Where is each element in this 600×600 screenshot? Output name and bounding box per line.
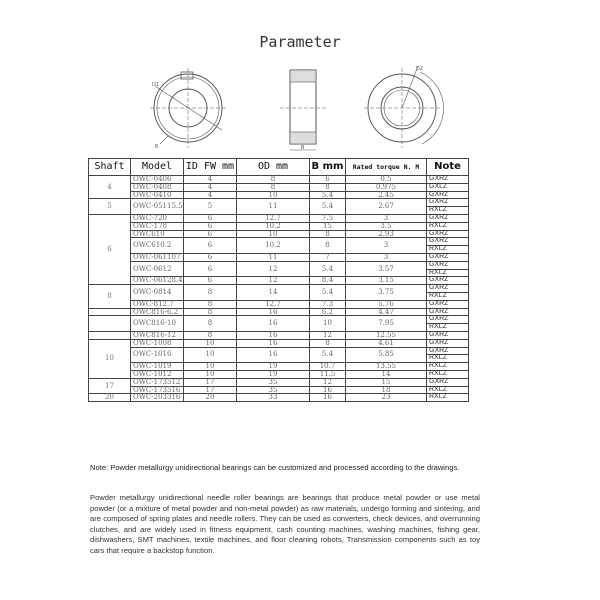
- header-od: OD mm: [237, 159, 310, 176]
- table-row: [89, 316, 469, 324]
- b-cell: 10.7: [310, 363, 346, 371]
- model-cell: OWC-178: [131, 222, 184, 230]
- b-cell: 12: [310, 378, 346, 386]
- note-cell: GXRZ: [427, 378, 469, 386]
- torque-cell: 2.45: [346, 191, 427, 199]
- od-cell: 35: [237, 378, 310, 386]
- shaft-cell: 10: [89, 339, 131, 378]
- table-row: [89, 183, 469, 191]
- table-row: [89, 238, 469, 246]
- od-cell: 10: [237, 230, 310, 238]
- note-cell: GXRZ: [427, 261, 469, 269]
- header-shaft: Shaft: [89, 159, 131, 176]
- note-cell: RXLZ: [427, 207, 469, 215]
- id-fw-cell: 8: [184, 308, 237, 316]
- id-fw-cell: 8: [184, 316, 237, 332]
- note-cell: RXLZ: [427, 394, 469, 402]
- torque-cell: 3.75: [346, 285, 427, 301]
- model-cell: OWC-720: [131, 214, 184, 222]
- table-row: [89, 191, 469, 199]
- id-fw-cell: 6: [184, 214, 237, 222]
- od-cell: 16: [237, 347, 310, 363]
- b-label: B: [301, 145, 305, 151]
- table-row: [89, 253, 469, 261]
- b-cell: 10: [310, 316, 346, 332]
- b-cell: 8: [310, 230, 346, 238]
- model-cell: OWC-1008: [131, 339, 184, 347]
- table-row: [89, 300, 469, 308]
- b-cell: 8: [310, 183, 346, 191]
- torque-cell: 13.55: [346, 363, 427, 371]
- od-cell: 8: [237, 183, 310, 191]
- shaft-cell: 5: [89, 199, 131, 215]
- model-cell: OWC-1019: [131, 363, 184, 371]
- b-cell: 8: [310, 238, 346, 254]
- b-cell: 15: [310, 222, 346, 230]
- table-row: [89, 339, 469, 347]
- id-fw-cell: 8: [184, 331, 237, 339]
- note-cell: GXRZ: [427, 285, 469, 293]
- torque-cell: 4.47: [346, 308, 427, 316]
- parameter-table: [88, 158, 469, 402]
- note-cell: RXLZ: [427, 246, 469, 254]
- torque-cell: 12.55: [346, 331, 427, 339]
- torque-cell: 14: [346, 370, 427, 378]
- note-cell: GXRZ: [427, 191, 469, 199]
- model-cell: OWC610: [131, 230, 184, 238]
- shaft-cell: [89, 316, 131, 332]
- header-model: Model: [131, 159, 184, 176]
- header-b: B mm: [310, 159, 346, 176]
- torque-cell: 3: [346, 214, 427, 222]
- note-cell: GXRZ: [427, 347, 469, 355]
- product-description: Powder metallurgy unidirectional needle roller bearings are bearings that produce metal powder or use metal powder (or a mixture of metal powder and non-metal powder) as raw materials, undergo forming and sintering, and are composed of spring plates and needle rollers. They can be used as converters, check devices, and overrunning clutches, and are widely used in fitness equipment, cash counting machines, washing machines, fishing gear, dishwashers, SMT machines, textile machines, and floor cleaning robots, Transmission components such as toy cars that require a backstop function.: [90, 493, 480, 555]
- torque-cell: 3.15: [346, 277, 427, 285]
- note-cell: RXLZ: [427, 324, 469, 332]
- model-cell: OWC-173516: [131, 386, 184, 394]
- table-body: [89, 176, 469, 402]
- model-cell: OWC-1012: [131, 370, 184, 378]
- table-row: [89, 378, 469, 386]
- model-cell: OWC-1016: [131, 347, 184, 363]
- table-row: [89, 261, 469, 269]
- note-cell: GXRZ: [427, 300, 469, 308]
- od-cell: 16: [237, 331, 310, 339]
- torque-cell: 3.5: [346, 222, 427, 230]
- torque-cell: 4.61: [346, 339, 427, 347]
- od-cell: 33: [237, 394, 310, 402]
- id-fw-cell: 10: [184, 370, 237, 378]
- id-fw-cell: 4: [184, 176, 237, 184]
- od-cell: 12.7: [237, 300, 310, 308]
- od-cell: 8: [237, 176, 310, 184]
- b-cell: 8.4: [310, 277, 346, 285]
- note-cell: GXRZ: [427, 230, 469, 238]
- torque-cell: 3.57: [346, 261, 427, 277]
- id-fw-cell: 17: [184, 386, 237, 394]
- model-cell: OWC-812.7: [131, 300, 184, 308]
- model-cell: OWC816-6.2: [131, 308, 184, 316]
- torque-cell: 18: [346, 386, 427, 394]
- b-cell: 5.4: [310, 191, 346, 199]
- b-cell: 6: [310, 176, 346, 184]
- b-cell: 5.4: [310, 261, 346, 277]
- b-cell: 11.5: [310, 370, 346, 378]
- torque-cell: 0.975: [346, 183, 427, 191]
- id-fw-cell: 6: [184, 230, 237, 238]
- b-cell: 7.3: [310, 300, 346, 308]
- id-fw-cell: 6: [184, 261, 237, 277]
- header-id-fw: ID FW mm: [184, 159, 237, 176]
- torque-cell: 23: [346, 394, 427, 402]
- od-cell: 11: [237, 253, 310, 261]
- b-cell: 5.4: [310, 285, 346, 301]
- id-fw-cell: 6: [184, 277, 237, 285]
- note-cell: RXLZ: [427, 363, 469, 371]
- note-cell: GXRZ: [427, 176, 469, 184]
- side-view-drawing: [280, 70, 326, 150]
- shaft-cell: [89, 331, 131, 339]
- od-cell: 19: [237, 370, 310, 378]
- torque-cell: 3: [346, 253, 427, 261]
- torque-cell: 3: [346, 238, 427, 254]
- model-cell: OWC-0814: [131, 285, 184, 301]
- id-fw-cell: 8: [184, 285, 237, 301]
- b-cell: 7.5: [310, 214, 346, 222]
- od-cell: 11: [237, 199, 310, 215]
- torque-cell: 15: [346, 378, 427, 386]
- shaft-cell: 8: [89, 285, 131, 308]
- torque-cell: 2.93: [346, 230, 427, 238]
- table-row: [89, 347, 469, 355]
- table-row: [89, 285, 469, 293]
- note-cell: RXLZ: [427, 355, 469, 363]
- table-header-row: [89, 159, 469, 176]
- id-fw-cell: 6: [184, 222, 237, 230]
- header-rated-torque: Rated torque N. M: [346, 159, 427, 176]
- od-cell: 12: [237, 261, 310, 277]
- note-cell: GXRZ: [427, 238, 469, 246]
- model-cell: OWC-203316: [131, 394, 184, 402]
- note-cell: GXRZ: [427, 199, 469, 207]
- od-cell: 10: [237, 191, 310, 199]
- table-row: [89, 199, 469, 207]
- model-cell: OWC816-12: [131, 331, 184, 339]
- id-fw-cell: 10: [184, 363, 237, 371]
- id-fw-cell: 17: [184, 378, 237, 386]
- note-cell: RXLZ: [427, 292, 469, 300]
- r-label: R: [155, 144, 159, 150]
- table-row: [89, 308, 469, 316]
- id-fw-cell: 6: [184, 253, 237, 261]
- d2-label: D2: [416, 66, 424, 72]
- id-fw-cell: 8: [184, 300, 237, 308]
- model-cell: OWC-173512: [131, 378, 184, 386]
- torque-cell: 7.95: [346, 316, 427, 332]
- rear-view-drawing: [364, 66, 444, 148]
- b-cell: 12: [310, 331, 346, 339]
- note-cell: RXLZ: [427, 370, 469, 378]
- note-cell: RXLZ: [427, 222, 469, 230]
- b-cell: 5.4: [310, 347, 346, 363]
- od-cell: 16: [237, 316, 310, 332]
- d1-label: D1: [152, 82, 160, 88]
- od-cell: 35: [237, 386, 310, 394]
- model-cell: OWC-0410: [131, 191, 184, 199]
- b-cell: 16: [310, 386, 346, 394]
- table-row: [89, 230, 469, 238]
- model-cell: OWC816-10: [131, 316, 184, 332]
- model-cell: OWC-0612: [131, 261, 184, 277]
- shaft-cell: 20: [89, 394, 131, 402]
- od-cell: 10.2: [237, 238, 310, 254]
- note-cell: GXRZ: [427, 277, 469, 285]
- note-cell: GXRZ: [427, 331, 469, 339]
- od-cell: 12.7: [237, 214, 310, 222]
- note-cell: RXLZ: [427, 269, 469, 277]
- od-cell: 19: [237, 363, 310, 371]
- model-cell: OWC-06128.4: [131, 277, 184, 285]
- shaft-cell: 6: [89, 214, 131, 284]
- od-cell: 12: [237, 277, 310, 285]
- note-cell: GXRZ: [427, 308, 469, 316]
- b-cell: 16: [310, 394, 346, 402]
- b-cell: 6.2: [310, 308, 346, 316]
- header-note: Note: [427, 159, 469, 176]
- note-cell: GXRZ: [427, 316, 469, 324]
- torque-cell: 2.67: [346, 199, 427, 215]
- torque-cell: 5.85: [346, 347, 427, 363]
- model-cell: OWC-0408: [131, 183, 184, 191]
- id-fw-cell: 6: [184, 238, 237, 254]
- torque-cell: 0.5: [346, 176, 427, 184]
- bearing-technical-drawings: [150, 60, 450, 155]
- torque-cell: 5.76: [346, 300, 427, 308]
- od-cell: 10.2: [237, 222, 310, 230]
- front-view-drawing: [150, 68, 228, 148]
- customization-note: Note: Powder metallurgy unidirectional bearings can be customized and processed according to the drawings.: [90, 463, 460, 472]
- model-cell: OWC-061107: [131, 253, 184, 261]
- od-cell: 14: [237, 285, 310, 301]
- b-cell: 7: [310, 253, 346, 261]
- note-cell: GXLZ: [427, 183, 469, 191]
- shaft-cell: [89, 308, 131, 316]
- b-cell: 5.4: [310, 199, 346, 215]
- id-fw-cell: 4: [184, 191, 237, 199]
- shaft-cell: 4: [89, 176, 131, 199]
- shaft-cell: 17: [89, 378, 131, 394]
- model-cell: OWC610.2: [131, 238, 184, 254]
- note-cell: RXLZ: [427, 386, 469, 394]
- note-cell: GXRZ: [427, 214, 469, 222]
- model-cell: OWC-0406: [131, 176, 184, 184]
- id-fw-cell: 10: [184, 339, 237, 347]
- page-title: Parameter: [259, 33, 341, 51]
- od-cell: 16: [237, 339, 310, 347]
- note-cell: GXRZ: [427, 253, 469, 261]
- b-cell: 8: [310, 339, 346, 347]
- table-row: [89, 394, 469, 402]
- id-fw-cell: 4: [184, 183, 237, 191]
- id-fw-cell: 5: [184, 199, 237, 215]
- model-cell: OWC-05115.5: [131, 199, 184, 215]
- table-row: [89, 222, 469, 230]
- note-cell: GXRZ: [427, 339, 469, 347]
- od-cell: 16: [237, 308, 310, 316]
- id-fw-cell: 10: [184, 347, 237, 363]
- id-fw-cell: 20: [184, 394, 237, 402]
- table-row: [89, 277, 469, 285]
